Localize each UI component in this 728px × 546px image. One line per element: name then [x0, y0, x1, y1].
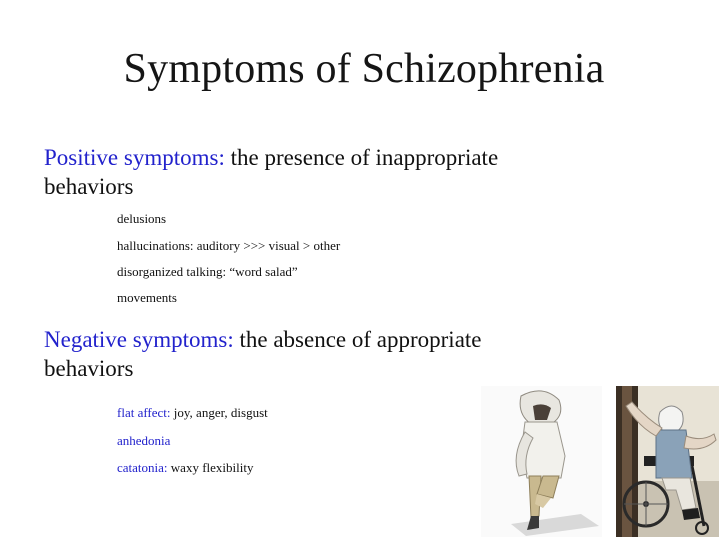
positive-symptoms-text: the presence of inappropriate: [224, 145, 499, 170]
negative-item-anhedonia: [117, 432, 170, 449]
negative-symptoms-text: the absence of appropriate: [233, 327, 482, 352]
photo-person-in-wheelchair-illustration: [616, 386, 719, 537]
negative-item-catatonia: [117, 459, 253, 476]
positive-item-delusions: delusions: [117, 211, 167, 226]
slide-title: Symptoms of Schizophrenia: [123, 46, 605, 92]
positive-symptoms-heading: [44, 144, 664, 172]
positive-symptoms-text-line2: behaviors: [44, 174, 134, 199]
photo-person-in-wheelchair: [616, 386, 719, 537]
negative-symptoms-text-line2: behaviors: [44, 356, 134, 381]
positive-item-movements: movements: [117, 290, 177, 305]
positive-item-disorganized-talking: disorganized talking: “word salad”: [117, 264, 298, 279]
flat-affect-text: joy, anger, disgust: [170, 405, 268, 420]
photo-person-hooded-standing-illustration: [481, 386, 602, 537]
positive-item-hallucinations: hallucinations: auditory >>> visual > other: [117, 238, 341, 253]
negative-symptoms-heading: [44, 326, 664, 354]
flat-affect-label: flat affect:: [117, 405, 171, 420]
positive-symptoms-label: Positive symptoms:: [44, 145, 225, 170]
catatonia-label: catatonia:: [117, 460, 168, 475]
negative-symptoms-label: Negative symptoms:: [44, 327, 234, 352]
anhedonia-label: anhedonia: [117, 433, 171, 448]
catatonia-text: waxy flexibility: [167, 460, 254, 475]
photo-person-hooded-standing: [481, 386, 602, 537]
negative-item-flat-affect: [117, 404, 268, 421]
